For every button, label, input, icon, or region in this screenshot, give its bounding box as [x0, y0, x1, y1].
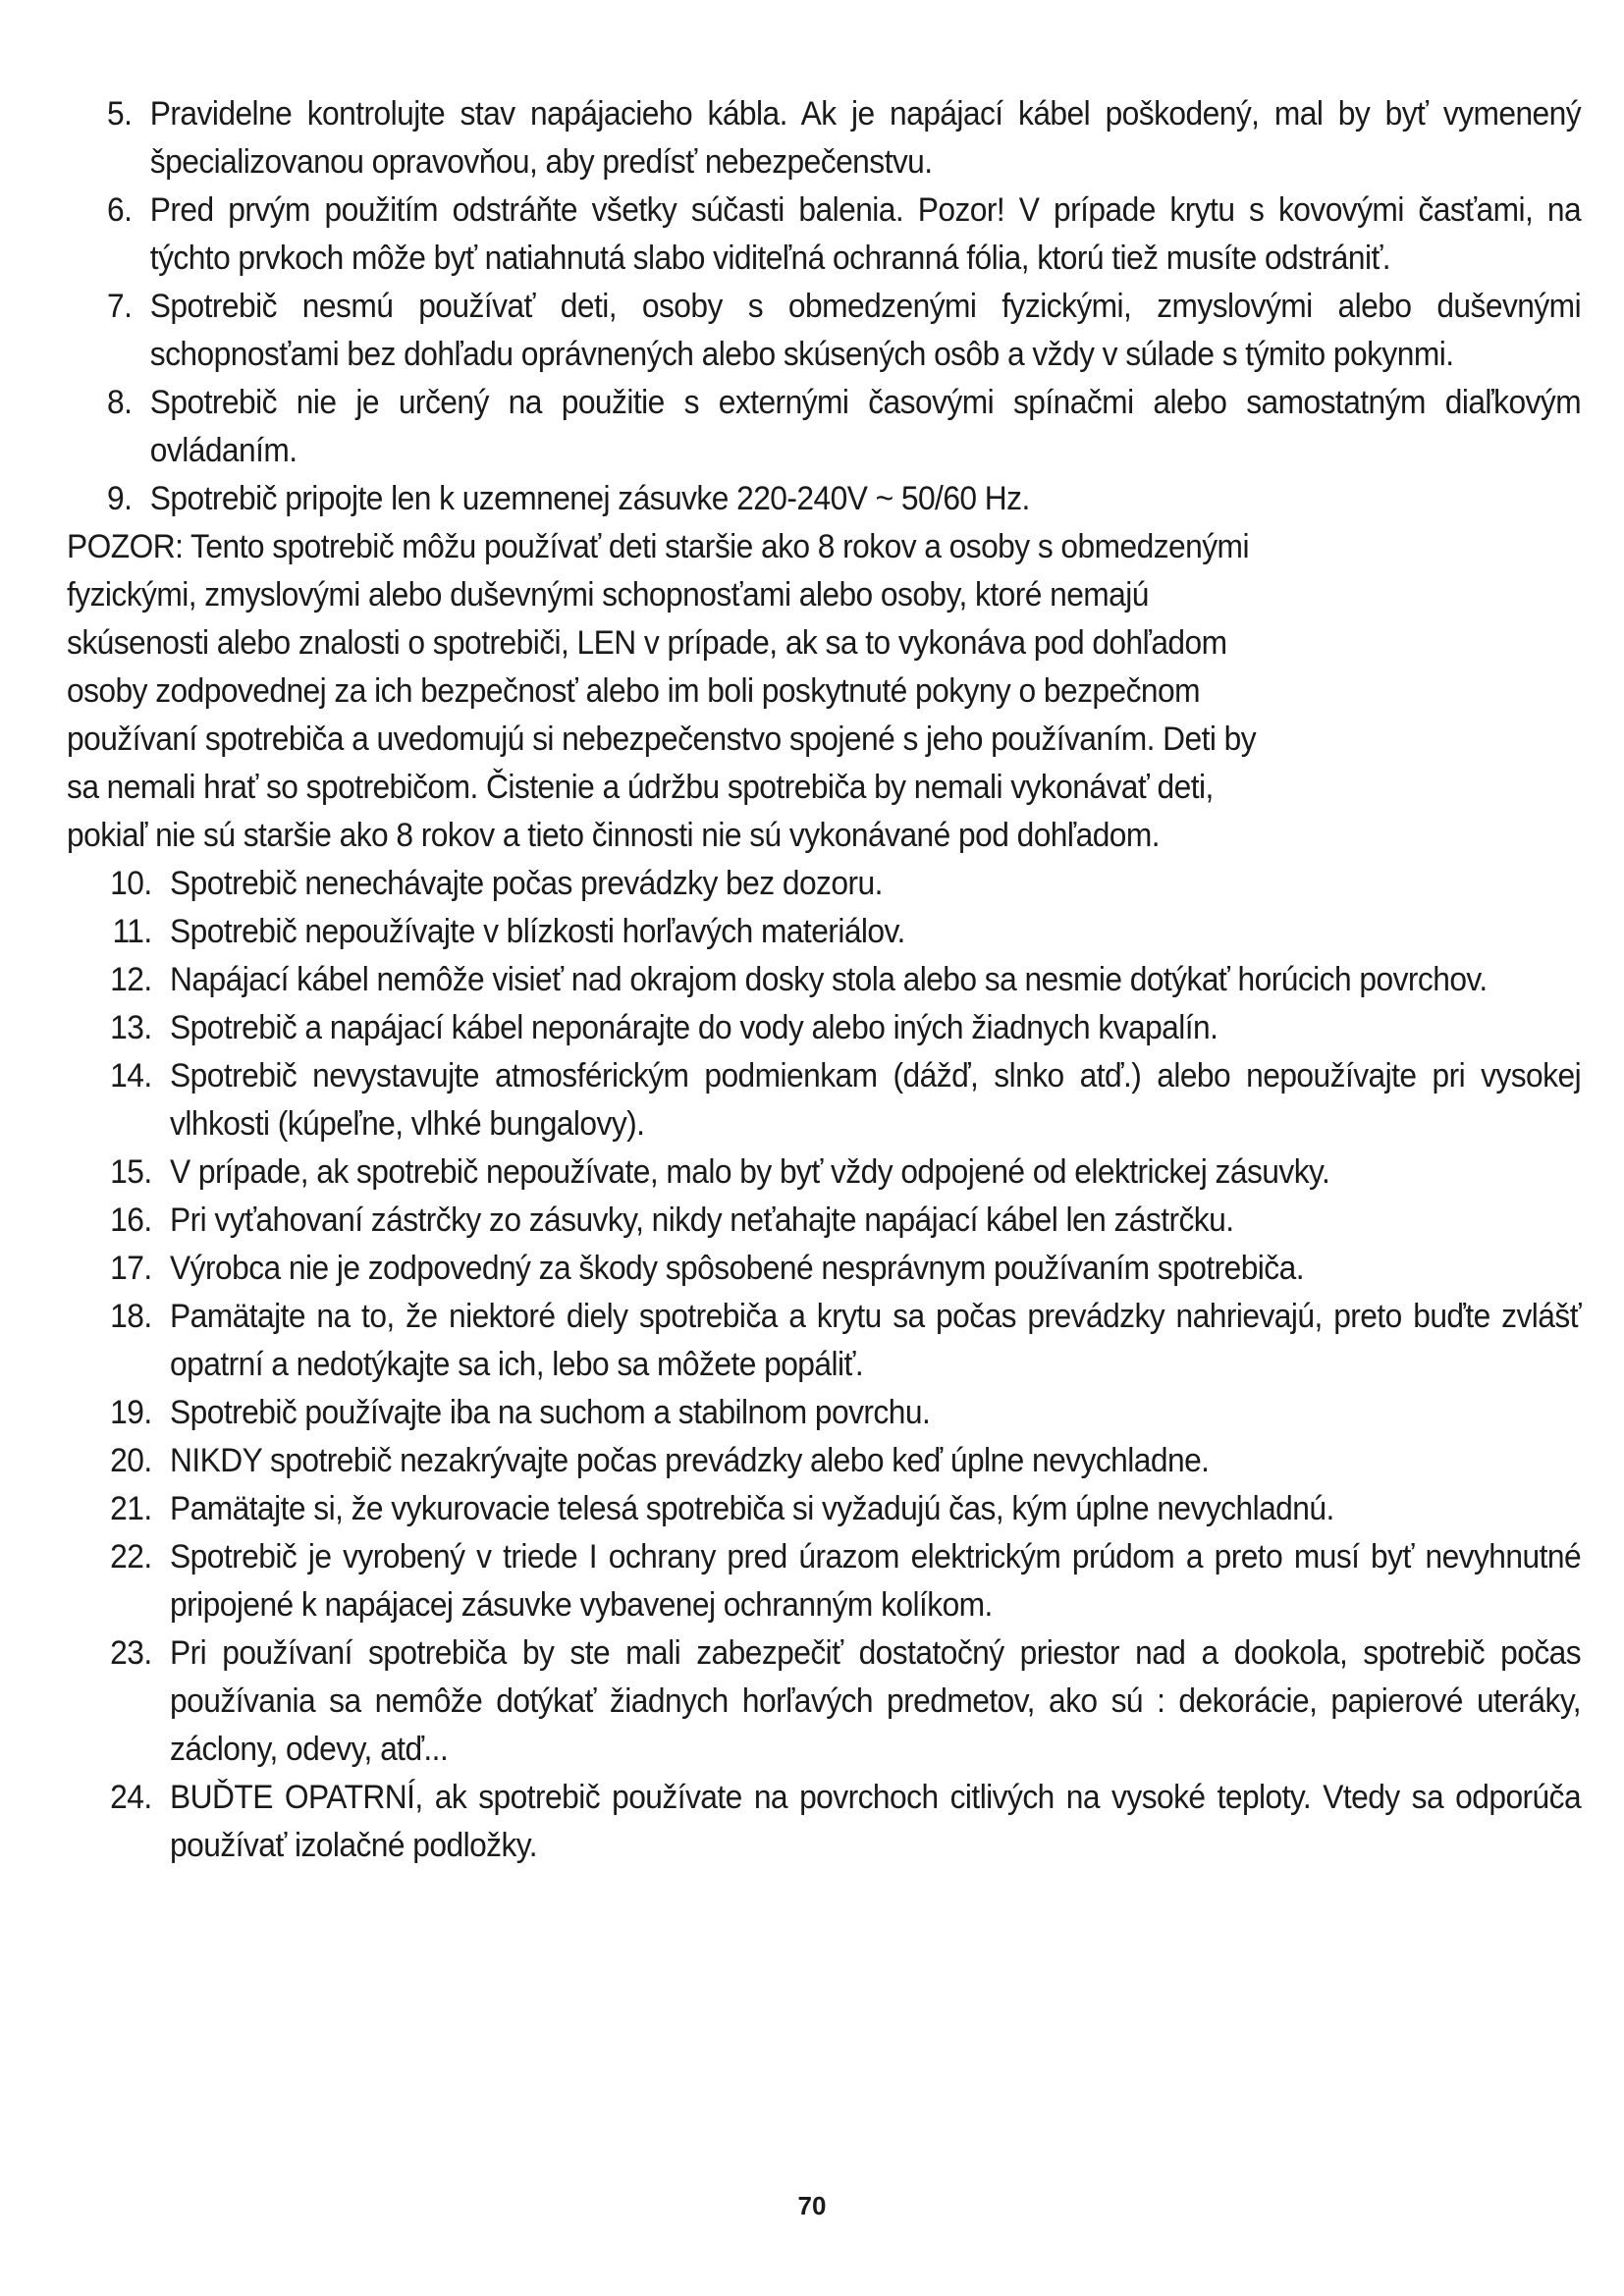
- list-item-number: 21.: [110, 1490, 152, 1527]
- list-item-18: [69, 1293, 1581, 1389]
- list-item-number: 16.: [110, 1201, 152, 1239]
- list-item-number: 17.: [110, 1250, 152, 1287]
- list-item-text: Pri používaní spotrebiča by ste mali zabezpečiť dostatočný priestor nad a dookola, spotrebič počas používania sa nemôže dotýkať žiadnych horľavých predmetov, ako sú : dekorácie, papierové uteráky, záclony, odevy, atď...: [170, 1634, 1582, 1768]
- list-item-14: [69, 1052, 1581, 1148]
- list-item-number: 6.: [107, 191, 133, 229]
- list-item-11: [69, 908, 1581, 956]
- list-item-9: [69, 475, 1581, 523]
- warning-line: skúsenosti alebo znalosti o spotrebiči, LEN v prípade, ak sa to vykonáva pod dohľadom: [67, 624, 1227, 662]
- list-item-text: Spotrebič nevystavujte atmosférickým podmienkam (dážď, slnko atď.) alebo nepoužívajte pri vysokej vlhkosti (kúpeľne, vlhké bungalovy).: [170, 1057, 1582, 1143]
- list-item-21: [69, 1485, 1581, 1533]
- list-item-text: Spotrebič používajte iba na suchom a stabilnom povrchu.: [170, 1394, 931, 1431]
- list-item-text: V prípade, ak spotrebič nepoužívate, malo by byť vždy odpojené od elektrickej zásuvky.: [170, 1153, 1330, 1191]
- list-item-19: [69, 1389, 1581, 1437]
- list-item-20: [69, 1437, 1581, 1485]
- list-item-13: [69, 1004, 1581, 1052]
- list-item-22: [69, 1533, 1581, 1629]
- list-item-23: [69, 1629, 1581, 1774]
- page-number: 70: [797, 2191, 827, 2220]
- list-item-number: 12.: [110, 961, 152, 998]
- list-item-7: [69, 283, 1581, 379]
- warning-line: POZOR: Tento spotrebič môžu používať deti staršie ako 8 rokov a osoby s obmedzenými: [67, 528, 1249, 565]
- list-item-number: 5.: [107, 95, 133, 133]
- document-page: [69, 90, 1581, 1870]
- list-item-number: 19.: [110, 1394, 152, 1431]
- list-item-5: [69, 90, 1581, 187]
- list-item-number: 8.: [107, 384, 133, 421]
- list-item-text: Spotrebič nenechávajte počas prevádzky bez dozoru.: [170, 865, 883, 902]
- list-item-17: [69, 1245, 1581, 1293]
- list-item-text: Spotrebič nesmú používať deti, osoby s obmedzenými fyzickými, zmyslovými alebo duševnými schopnosťami bez dohľadu oprávnených alebo skúsených osôb a vždy v súlade s týmito pokynmi.: [149, 288, 1582, 373]
- list-item-number: 10.: [110, 865, 152, 902]
- list-item-number: 11.: [112, 913, 152, 950]
- list-item-text: Pamätajte si, že vykurovacie telesá spotrebiča si vyžadujú čas, kým úplne nevychladnú.: [170, 1490, 1334, 1527]
- list-item-16: [69, 1197, 1581, 1245]
- list-item-text: BUĎTE OPATRNÍ, ak spotrebič používate na povrchoch citlivých na vysoké teploty. Vtedy sa odporúča používať izolačné podložky.: [170, 1779, 1582, 1864]
- list-item-text: NIKDY spotrebič nezakrývajte počas prevádzky alebo keď úplne nevychladne.: [170, 1442, 1210, 1479]
- list-item-number: 23.: [110, 1634, 152, 1672]
- list-item-10: [69, 860, 1581, 908]
- list-item-24: [69, 1774, 1581, 1870]
- warning-paragraph: [67, 523, 1579, 860]
- warning-line: používaní spotrebiča a uvedomujú si nebezpečenstvo spojené s jeho používaním. Deti by: [67, 721, 1257, 758]
- list-item-text: Pri vyťahovaní zástrčky zo zásuvky, nikdy neťahajte napájací kábel len zástrčku.: [170, 1201, 1234, 1239]
- list-item-number: 14.: [110, 1057, 152, 1095]
- list-item-text: Pravidelne kontrolujte stav napájacieho kábla. Ak je napájací kábel poškodený, mal by byť vymenený špecializovanou opravovňou, aby predísť nebezpečenstvu.: [149, 95, 1582, 181]
- list-item-text: Spotrebič a napájací kábel neponárajte do vody alebo iných žiadnych kvapalín.: [170, 1009, 1218, 1046]
- list-item-number: 7.: [107, 288, 133, 325]
- warning-line: sa nemali hrať so spotrebičom. Čistenie a údržbu spotrebiča by nemali vykonávať deti,: [67, 769, 1214, 806]
- list-item-text: Napájací kábel nemôže visieť nad okrajom dosky stola alebo sa nesmie dotýkať horúcich povrchov.: [170, 961, 1488, 998]
- list-item-text: Spotrebič nie je určený na použitie s externými časovými spínačmi alebo samostatným diaľkovým ovládaním.: [149, 384, 1582, 469]
- list-item-12: [69, 956, 1581, 1004]
- list-item-number: 18.: [110, 1298, 152, 1335]
- list-item-text: Spotrebič pripojte len k uzemnenej zásuvke 220-240V ~ 50/60 Hz.: [149, 480, 1030, 517]
- warning-line: osoby zodpovednej za ich bezpečnosť alebo im boli poskytnuté pokyny o bezpečnom: [67, 672, 1201, 710]
- list-item-6: [69, 187, 1581, 283]
- list-item-text: Pred prvým použitím odstráňte všetky súčasti balenia. Pozor! V prípade krytu s kovovými časťami, na týchto prvkoch môže byť natiahnutá slabo viditeľná ochranná fólia, ktorú tiež musíte odstrániť.: [149, 191, 1582, 277]
- list-item-number: 13.: [110, 1009, 152, 1046]
- list-item-15: [69, 1148, 1581, 1197]
- warning-line: fyzickými, zmyslovými alebo duševnými schopnosťami alebo osoby, ktoré nemajú: [67, 576, 1149, 614]
- list-item-text: Pamätajte na to, že niektoré diely spotrebiča a krytu sa počas prevádzky nahrievajú, preto buďte zvlášť opatrní a nedotýkajte sa ich, lebo sa môžete popáliť.: [170, 1298, 1582, 1383]
- list-item-number: 22.: [110, 1538, 152, 1575]
- list-item-number: 9.: [107, 480, 133, 517]
- list-item-number: 20.: [110, 1442, 152, 1479]
- list-item-text: Spotrebič nepoužívajte v blízkosti horľavých materiálov.: [170, 913, 905, 950]
- list-item-text: Spotrebič je vyrobený v triede I ochrany pred úrazom elektrickým prúdom a preto musí byť nevyhnutné pripojené k napájacej zásuvke vybavenej ochranným kolíkom.: [170, 1538, 1582, 1624]
- list-item-text: Výrobca nie je zodpovedný za škody spôsobené nesprávnym používaním spotrebiča.: [170, 1250, 1304, 1287]
- list-item-number: 24.: [110, 1779, 152, 1816]
- list-item-number: 15.: [110, 1153, 152, 1191]
- list-item-8: [69, 379, 1581, 475]
- warning-line: pokiaľ nie sú staršie ako 8 rokov a tieto činnosti nie sú vykonávané pod dohľadom.: [67, 817, 1161, 854]
